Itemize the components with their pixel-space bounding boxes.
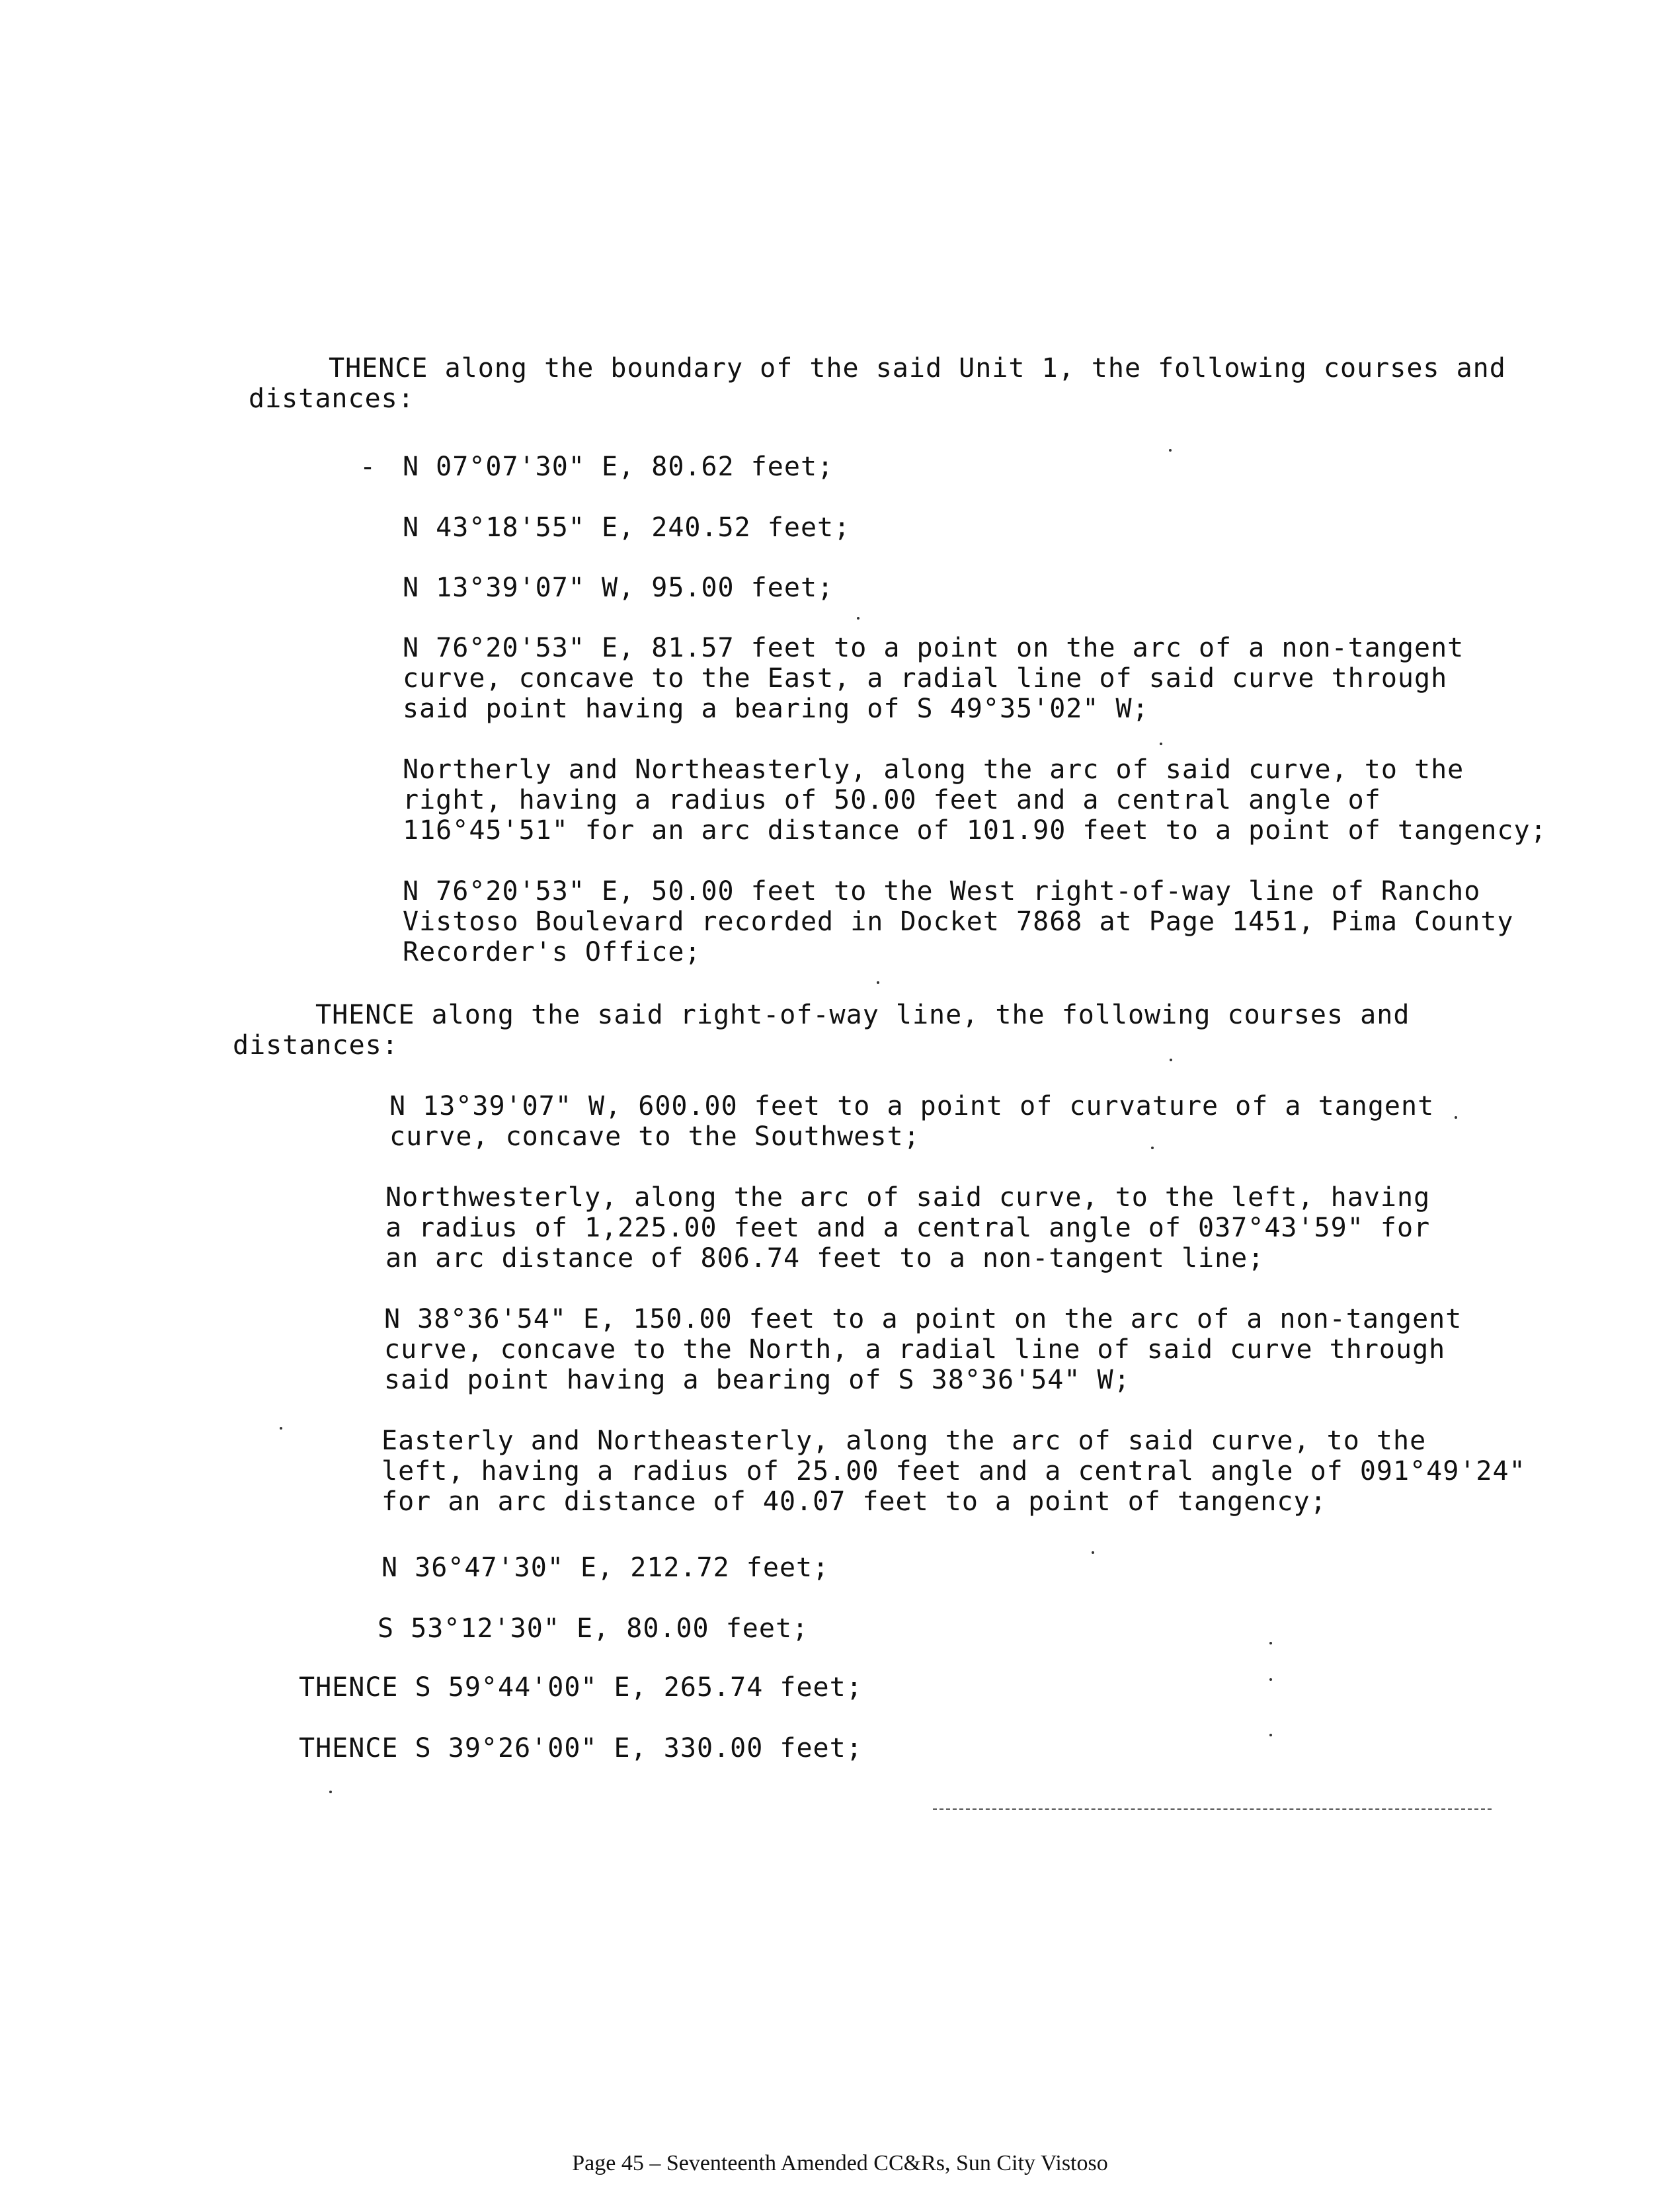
course-line: Northwesterly, along the arc of said curve, to the left, having [385, 1182, 1431, 1213]
scan-speck [280, 1427, 282, 1430]
course-line: 116°45'51" for an arc distance of 101.90 feet to a point of tangency; [403, 815, 1547, 846]
course-line: Vistoso Boulevard recorded in Docket 7868 at Page 1451, Pima County [403, 907, 1514, 937]
paragraph-line: distances: [249, 384, 415, 414]
course-line: said point having a bearing of S 38°36'54" W; [384, 1365, 1131, 1395]
thence-line: THENCE S 59°44'00" E, 265.74 feet; [299, 1672, 863, 1703]
list-dash: - [360, 452, 376, 482]
course-line: Northerly and Northeasterly, along the arc of said curve, to the [403, 754, 1464, 785]
course-line: N 36°47'30" E, 212.72 feet; [381, 1553, 830, 1583]
course-line: N 13°39'07" W, 95.00 feet; [403, 573, 834, 603]
course-line: N 43°18'55" E, 240.52 feet; [403, 512, 851, 543]
scan-speck [1455, 1116, 1457, 1119]
thence-line: THENCE S 39°26'00" E, 330.00 feet; [299, 1733, 863, 1763]
scan-speck [1169, 449, 1172, 452]
scan-speck [1151, 1147, 1154, 1149]
course-line: curve, concave to the Southwest; [389, 1121, 920, 1152]
scan-speck [1269, 1678, 1272, 1681]
scan-speck [1269, 1642, 1272, 1644]
scan-speck [329, 1791, 332, 1793]
course-line: said point having a bearing of S 49°35'02" W; [403, 694, 1149, 724]
course-line: an arc distance of 806.74 feet to a non-tangent line; [385, 1243, 1265, 1274]
scan-speck [1092, 1551, 1094, 1554]
course-line: for an arc distance of 40.07 feet to a point of tangency; [381, 1486, 1327, 1517]
course-line: N 07°07'30" E, 80.62 feet; [403, 452, 834, 482]
course-line: Recorder's Office; [403, 937, 701, 967]
paragraph-line: distances: [233, 1030, 399, 1061]
paragraph-line: THENCE along the said right-of-way line, the following courses and [315, 1000, 1410, 1030]
scan-speck [877, 981, 879, 984]
course-line: Easterly and Northeasterly, along the arc of said curve, to the [381, 1426, 1427, 1456]
course-line: curve, concave to the North, a radial line of said curve through [384, 1334, 1446, 1365]
scan-speck [1160, 743, 1162, 745]
scan-speck [857, 617, 860, 620]
course-line: N 13°39'07" W, 600.00 feet to a point of curvature of a tangent [389, 1091, 1435, 1121]
course-line: N 38°36'54" E, 150.00 feet to a point on the arc of a non-tangent [384, 1304, 1462, 1334]
scan-rule-divider [933, 1808, 1492, 1810]
course-line: left, having a radius of 25.00 feet and a central angle of 091°49'24" [381, 1456, 1526, 1486]
course-line: N 76°20'53" E, 50.00 feet to the West right-of-way line of Rancho [403, 876, 1481, 907]
paragraph-line: THENCE along the boundary of the said Unit 1, the following courses and [329, 353, 1506, 384]
course-line: N 76°20'53" E, 81.57 feet to a point on the arc of a non-tangent [403, 633, 1464, 663]
course-line: right, having a radius of 50.00 feet and a central angle of [403, 785, 1381, 815]
course-line: S 53°12'30" E, 80.00 feet; [378, 1613, 809, 1644]
course-line: a radius of 1,225.00 feet and a central angle of 037°43'59" for [385, 1213, 1431, 1243]
scan-speck [1269, 1734, 1272, 1736]
course-line: curve, concave to the East, a radial line of said curve through [403, 663, 1448, 694]
scan-speck [1170, 1059, 1172, 1061]
page-footer: Page 45 – Seventeenth Amended CC&Rs, Sun City Vistoso [572, 2151, 1108, 2175]
